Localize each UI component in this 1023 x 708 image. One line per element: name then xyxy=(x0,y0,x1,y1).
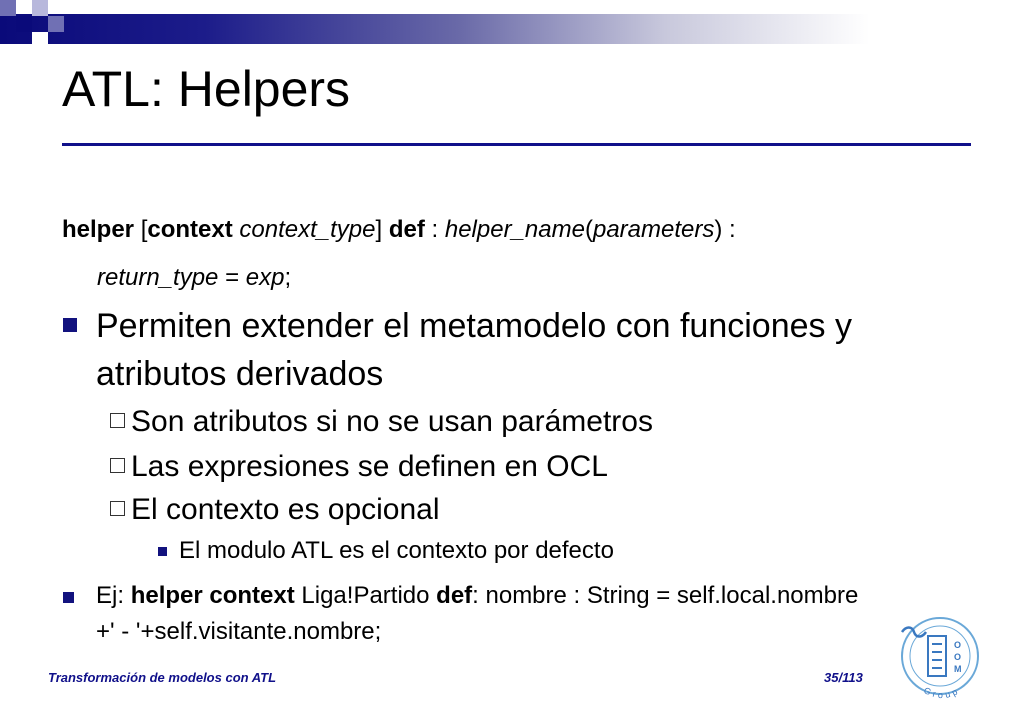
hollow-square-icon xyxy=(110,413,125,428)
decor-square-4 xyxy=(32,32,48,48)
subsubbullet-1: El modulo ATL es el contexto por defecto xyxy=(179,537,614,564)
page-number: 35/113 xyxy=(824,670,863,685)
kw-helper: helper xyxy=(62,216,135,243)
syntax-exp: exp xyxy=(245,264,285,291)
decor-square-2 xyxy=(16,16,32,32)
subbullet-3 xyxy=(110,492,440,528)
example-rest: : nombre : String = self.local.nombre +' - '+self.visitante.nombre; xyxy=(96,582,859,645)
example-kw-def: def xyxy=(436,582,473,609)
syntax-parameters: parameters xyxy=(592,216,715,243)
syntax-equals: = xyxy=(218,264,246,291)
syntax-helper-name: helper_name xyxy=(444,216,585,243)
oom-method-group-logo xyxy=(888,606,992,702)
slide-title: ATL: Helpers xyxy=(62,61,351,117)
syntax-colon: : xyxy=(424,216,445,243)
footer-title: Transformación de modelos con ATL xyxy=(48,670,277,685)
decor-square-3 xyxy=(32,0,48,16)
syntax-close-bracket: ] xyxy=(375,216,389,243)
subbullet-3-text: El contexto es opcional xyxy=(131,493,440,526)
syntax-line-2 xyxy=(97,264,291,293)
logo-text-bottom: Group xyxy=(922,685,962,701)
example-prefix: Ej: xyxy=(96,582,131,609)
bullet-marker-sub3 xyxy=(158,547,167,556)
title-underline xyxy=(62,143,971,146)
subbullet-1-text: Son atributos si no se usan parámetros xyxy=(131,405,653,438)
hollow-square-icon xyxy=(110,501,125,516)
hollow-square-icon xyxy=(110,458,125,473)
decor-square-5 xyxy=(48,16,64,32)
logo-letter-o2: O xyxy=(954,652,962,662)
example-text xyxy=(96,578,866,650)
bullet-main-1: Permiten extender el metamodelo con funciones y atributos derivados xyxy=(96,307,852,393)
decor-square-1 xyxy=(0,0,16,16)
subbullet-2 xyxy=(110,449,608,485)
kw-def: def xyxy=(388,216,425,243)
kw-context: context xyxy=(147,216,233,243)
bullet-marker-1 xyxy=(63,318,77,332)
syntax-return-type: return_type xyxy=(97,264,219,291)
syntax-close-paren: ) : xyxy=(714,216,736,243)
bullet-marker-2 xyxy=(63,592,74,603)
syntax-open-bracket: [ xyxy=(134,216,148,243)
syntax-line-1 xyxy=(62,216,736,245)
header-gradient-bar xyxy=(0,14,1023,44)
subbullet-1 xyxy=(110,404,653,440)
subbullet-2-text: Las expresiones se definen en OCL xyxy=(131,450,608,483)
example-kw-helper-context: helper context xyxy=(130,582,295,609)
syntax-semicolon: ; xyxy=(284,264,292,291)
logo-letter-m: M xyxy=(954,664,962,674)
syntax-open-paren: ( xyxy=(584,216,593,243)
logo-letter-o1: O xyxy=(954,640,962,650)
syntax-context-type: context_type xyxy=(239,216,376,243)
example-type: Liga!Partido xyxy=(294,582,437,609)
